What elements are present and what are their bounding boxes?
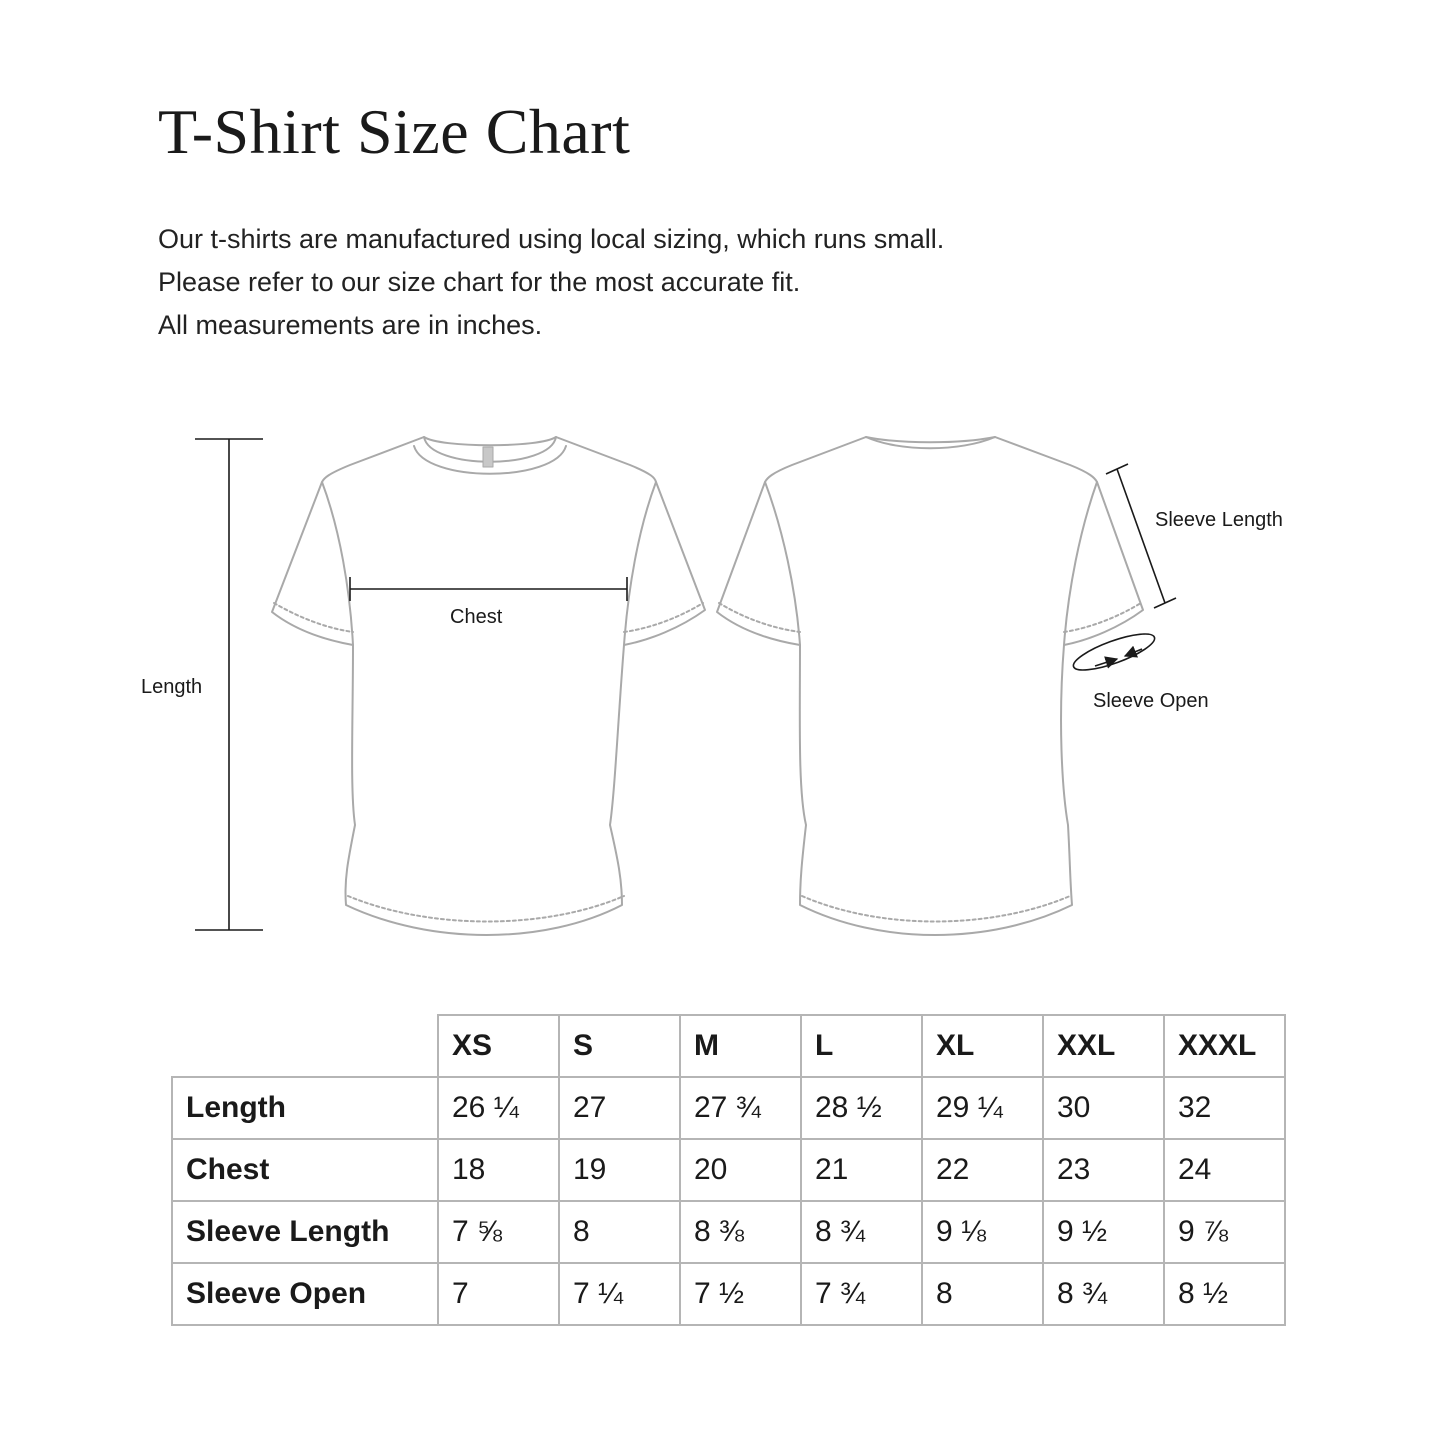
row-header-chest: Chest <box>172 1139 438 1201</box>
table-row-sleeve-open <box>172 1263 1285 1325</box>
length-label: Length <box>141 676 203 698</box>
table-cell: 7 ⅝ <box>438 1201 559 1263</box>
table-cell: 8 <box>559 1201 680 1263</box>
table-cell: 22 <box>922 1139 1043 1201</box>
table-cell: 32 <box>1164 1077 1285 1139</box>
table-cell: 27 ¾ <box>680 1077 801 1139</box>
table-cell: 9 ⅛ <box>922 1201 1043 1263</box>
size-header-s: S <box>559 1015 680 1077</box>
table-cell: 28 ½ <box>801 1077 922 1139</box>
table-cell: 18 <box>438 1139 559 1201</box>
table-cell: 20 <box>680 1139 801 1201</box>
table-cell: 8 <box>922 1263 1043 1325</box>
table-cell: 9 ½ <box>1043 1201 1164 1263</box>
row-header-sleeve-open: Sleeve Open <box>172 1263 438 1325</box>
table-cell: 21 <box>801 1139 922 1201</box>
table-cell: 19 <box>559 1139 680 1201</box>
sleeve-open-label: Sleeve Open <box>1093 690 1209 712</box>
table-cell: 7 ½ <box>680 1263 801 1325</box>
table-header-row <box>172 1015 1285 1077</box>
size-header-xs: XS <box>438 1015 559 1077</box>
table-cell: 29 ¼ <box>922 1077 1043 1139</box>
table-cell: 7 ¾ <box>801 1263 922 1325</box>
sleeve-open-measure <box>1070 627 1158 677</box>
table-cell: 8 ¾ <box>1043 1263 1164 1325</box>
size-header-xxxl: XXXL <box>1164 1015 1285 1077</box>
table-cell: 26 ¼ <box>438 1077 559 1139</box>
table-cell: 7 ¼ <box>559 1263 680 1325</box>
table-row-sleeve-length <box>172 1201 1285 1263</box>
size-table <box>171 1014 1286 1326</box>
table-cell: 30 <box>1043 1077 1164 1139</box>
chest-label: Chest <box>450 606 503 628</box>
table-cell: 9 ⅞ <box>1164 1201 1285 1263</box>
size-header-l: L <box>801 1015 922 1077</box>
table-cell: 23 <box>1043 1139 1164 1201</box>
intro-line: All measurements are in inches. <box>158 310 543 340</box>
intro-line: Our t-shirts are manufactured using local sizing, which runs small. <box>158 224 945 254</box>
table-row-chest <box>172 1139 1285 1201</box>
page-title: T-Shirt Size Chart <box>158 96 631 167</box>
length-measure-line <box>195 439 263 930</box>
size-header-m: M <box>680 1015 801 1077</box>
row-header-sleeve-length: Sleeve Length <box>172 1201 438 1263</box>
table-row-length <box>172 1077 1285 1139</box>
chest-measure-line <box>350 577 627 601</box>
back-shirt-outline <box>717 437 1143 935</box>
sleeve-length-label: Sleeve Length <box>1155 509 1283 531</box>
table-corner-cell <box>172 1015 438 1077</box>
size-header-xl: XL <box>922 1015 1043 1077</box>
table-cell: 27 <box>559 1077 680 1139</box>
table-cell: 7 <box>438 1263 559 1325</box>
size-header-xxl: XXL <box>1043 1015 1164 1077</box>
table-cell: 8 ½ <box>1164 1263 1285 1325</box>
table-cell: 8 ¾ <box>801 1201 922 1263</box>
front-shirt-outline <box>272 437 705 935</box>
intro-line: Please refer to our size chart for the most accurate fit. <box>158 267 801 297</box>
row-header-length: Length <box>172 1077 438 1139</box>
table-cell: 24 <box>1164 1139 1285 1201</box>
table-cell: 8 ⅜ <box>680 1201 801 1263</box>
